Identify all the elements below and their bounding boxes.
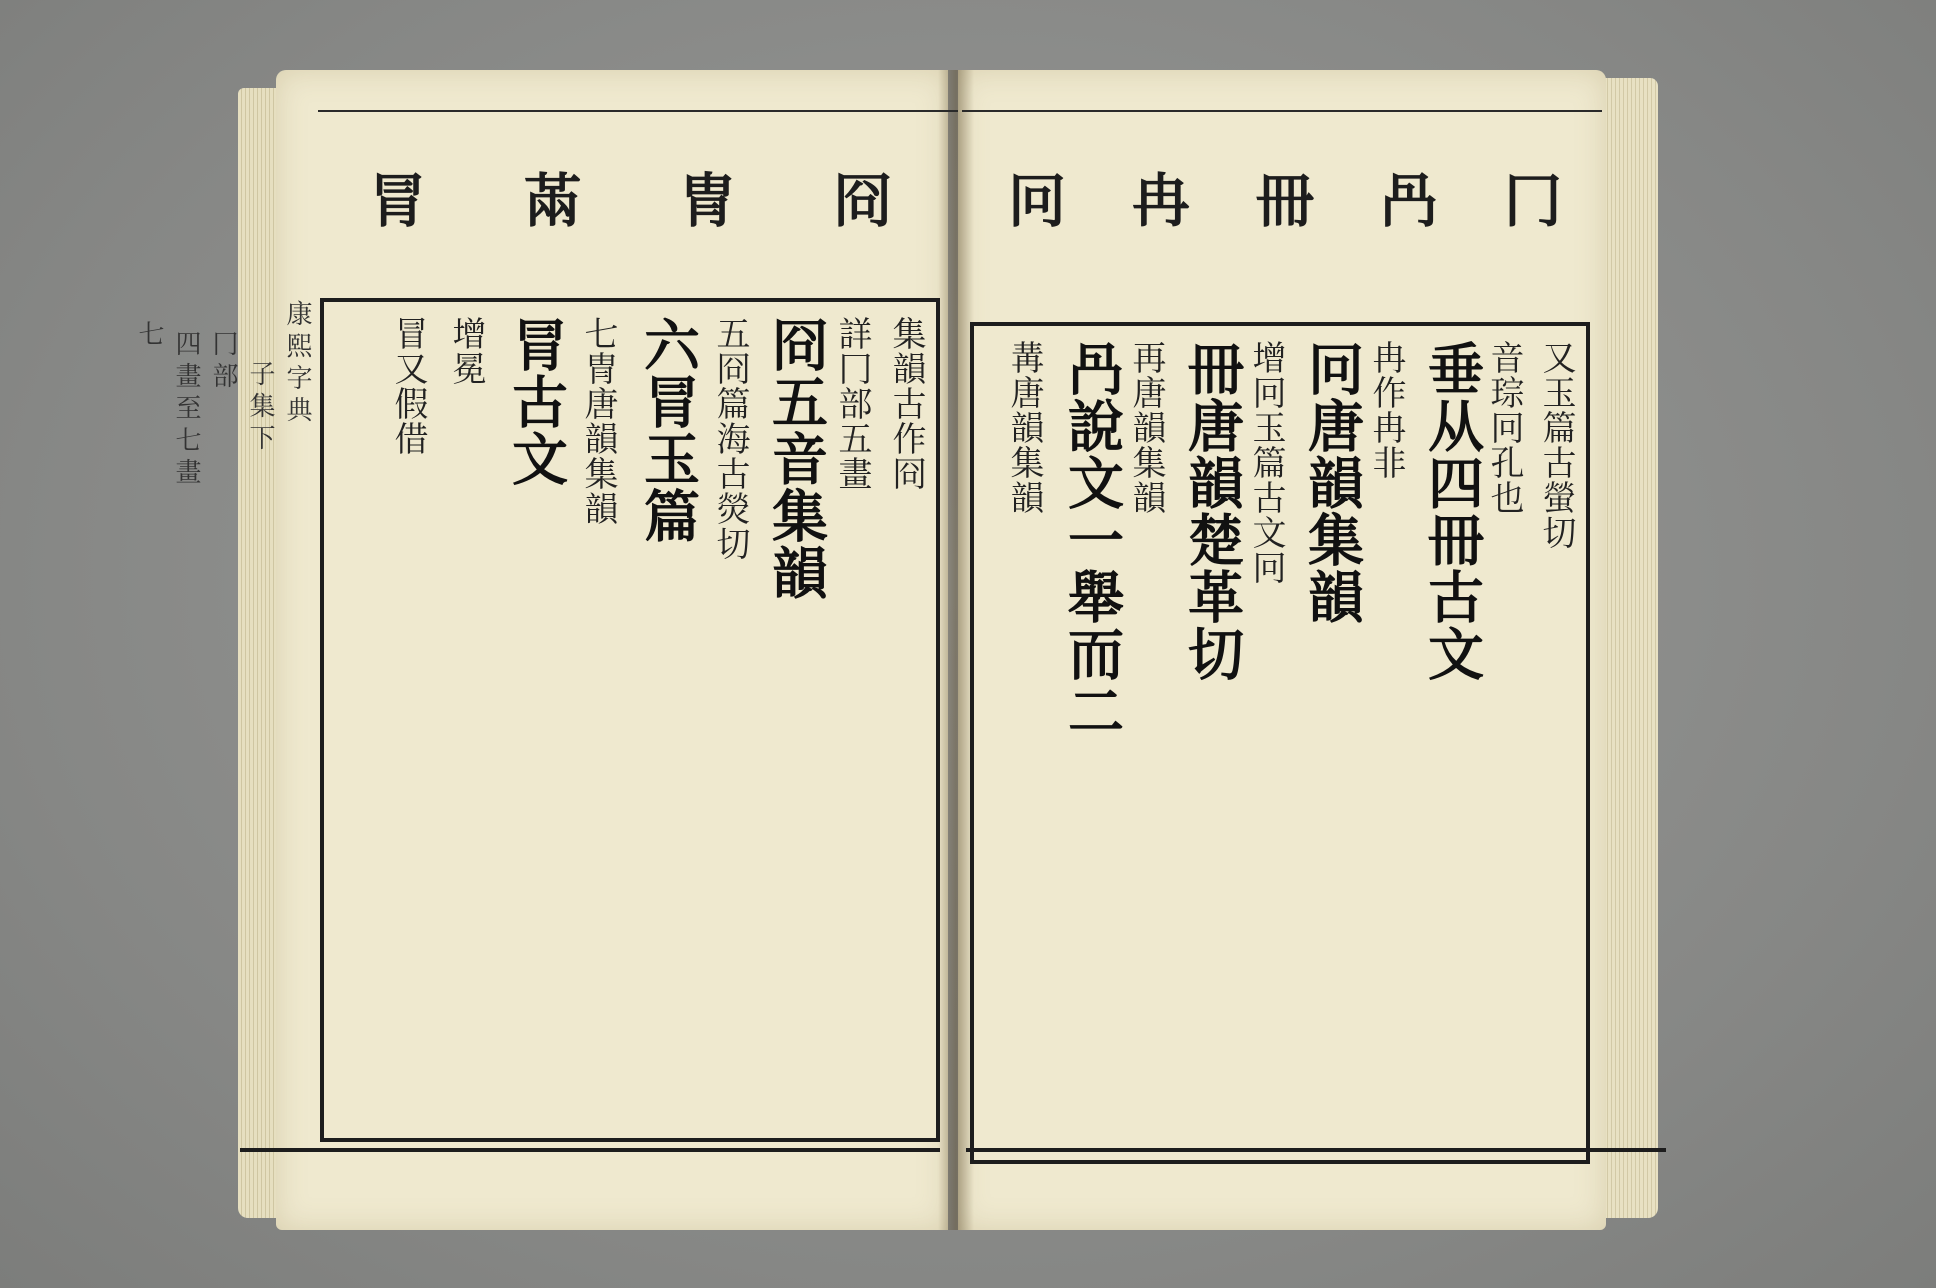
seal-character: 冂 [1503,167,1562,235]
seal-character: 冐 [368,167,427,235]
text-column: 冒又假借 [388,316,428,456]
page-number: 七 [134,320,164,352]
headword-column: 六冐玉篇 [635,316,701,544]
seal-row-right [975,167,1595,292]
text-column: 再唐韻集韻 [1126,340,1166,515]
bottom-rule-right [966,1148,1666,1152]
book-title: 康熙字典 [282,300,312,428]
seal-row-left [320,167,940,292]
text-column: 又玉篇古螢切 [1536,340,1576,550]
text-column: 增冋玉篇古文冋 [1246,340,1286,585]
headword-column: 冋唐韻集韻 [1299,340,1365,625]
seal-character: 冏 [833,167,892,235]
text-column: 增冕 [446,316,486,386]
headword-column: 冎說文一舉而二 [1059,340,1125,739]
left-text-frame [320,298,940,1142]
seal-character: 冉 [1131,167,1190,235]
headword-column: 冐古文 [503,316,569,487]
text-column: 音琮冋孔也 [1484,340,1524,515]
seal-character: 冎 [1379,167,1438,235]
text-column: 五冏篇海古熒切 [710,316,750,561]
right-text-frame [970,322,1590,1164]
text-column: 詳冂部五畫 [832,316,872,491]
text-column: 冓唐韻集韻 [1004,340,1044,515]
text-column: 七冑唐韻集韻 [578,316,618,526]
top-rule-right [962,110,1602,112]
book-gutter [938,70,974,1230]
text-column: 冉作冉非 [1366,340,1406,480]
headword-column: 冊唐韻楚革切 [1179,340,1245,682]
seal-character: 冑 [678,167,737,235]
radical-label: 冂部 [208,330,238,394]
seal-character: 冋 [1007,167,1066,235]
page-margin-strip [134,300,316,1140]
bottom-rule-left [240,1148,940,1152]
top-rule-left [318,110,958,112]
strokes-label: 四畫至七畫 [171,330,201,490]
headword-column: 冏五音集韻 [763,316,829,601]
text-column: 集韻古作冏 [886,316,926,491]
volume-label: 子集下 [245,360,275,456]
seal-character: 冊 [1255,167,1314,235]
seal-character: 㒼 [523,167,582,235]
headword-column: 垂从四冊古文 [1419,340,1485,682]
